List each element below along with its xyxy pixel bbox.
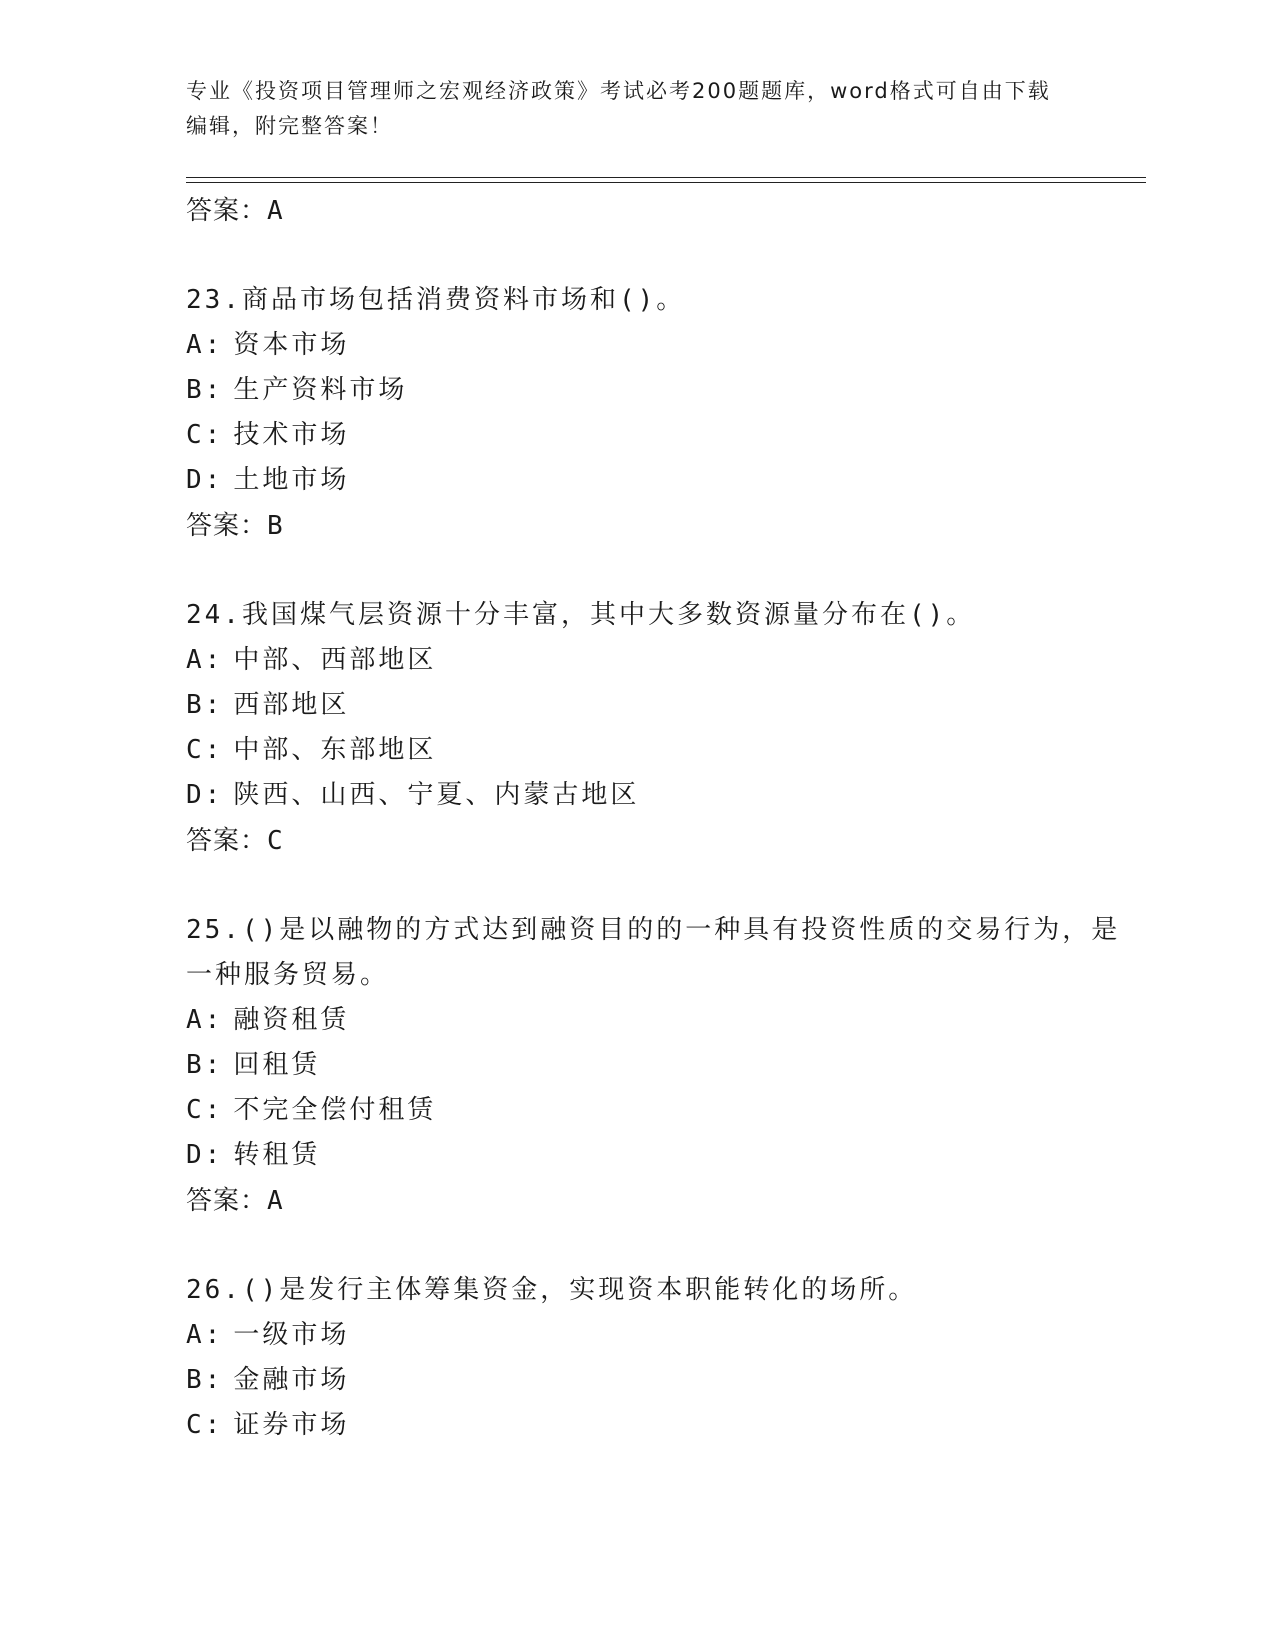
option-b: [186, 1043, 1146, 1088]
question-list: [186, 188, 1146, 1448]
answer-line: [186, 1178, 1146, 1224]
option-label: B:: [186, 690, 224, 720]
option-d: [186, 1133, 1146, 1178]
option-label: C:: [186, 420, 224, 450]
option-label: A:: [186, 645, 224, 675]
option-c: [186, 728, 1146, 773]
option-label: C:: [186, 1095, 224, 1125]
answer-line: [186, 188, 1146, 234]
answer-label: 答案：: [186, 826, 268, 856]
answer-label: 答案：: [186, 511, 268, 541]
option-a: [186, 638, 1146, 683]
option-text: 生产资料市场: [233, 375, 408, 405]
option-label: A:: [186, 330, 224, 360]
option-b: [186, 683, 1146, 728]
option-text: 中部、东部地区: [233, 735, 437, 765]
option-text: 不完全偿付租赁: [233, 1095, 437, 1125]
option-text: 回租赁: [233, 1050, 321, 1080]
answer-value: B: [267, 511, 284, 541]
option-c: [186, 413, 1146, 458]
answer-value: A: [267, 1186, 284, 1216]
option-text: 土地市场: [233, 465, 350, 495]
document-header: 专业《投资项目管理师之宏观经济政策》考试必考200题题库，word格式可自由下载编辑，附完整答案！: [186, 79, 1051, 138]
answer-line: [186, 503, 1146, 549]
answer-label: 答案：: [186, 1186, 268, 1216]
answer-label: 答案：: [186, 196, 268, 226]
option-text: 西部地区: [233, 690, 350, 720]
option-label: B:: [186, 375, 224, 405]
option-a: [186, 323, 1146, 368]
option-text: 陕西、山西、宁夏、内蒙古地区: [233, 780, 640, 810]
question-26: 26.()是发行主体筹集资金，实现资本职能转化的场所。: [186, 1275, 918, 1305]
answer-value: A: [267, 196, 284, 226]
option-b: [186, 1358, 1146, 1403]
option-a: [186, 998, 1146, 1043]
header-rule-top: [186, 177, 1146, 178]
option-text: 一级市场: [233, 1320, 350, 1350]
option-c: [186, 1088, 1146, 1133]
option-d: [186, 773, 1146, 818]
option-label: D:: [186, 1140, 224, 1170]
option-label: B:: [186, 1050, 224, 1080]
answer-value: C: [267, 826, 284, 856]
option-a: [186, 1313, 1146, 1358]
option-text: 证券市场: [233, 1410, 350, 1440]
option-text: 技术市场: [233, 420, 350, 450]
option-label: C:: [186, 735, 224, 765]
option-label: A:: [186, 1005, 224, 1035]
option-label: A:: [186, 1320, 224, 1350]
option-c: [186, 1403, 1146, 1448]
header-rule-bottom: [186, 182, 1146, 183]
option-label: B:: [186, 1365, 224, 1395]
question-25: 25.()是以融物的方式达到融资目的的一种具有投资性质的交易行为，是一种服务贸易。: [186, 915, 1121, 990]
option-d: [186, 458, 1146, 503]
option-text: 融资租赁: [233, 1005, 350, 1035]
option-label: D:: [186, 780, 224, 810]
option-b: [186, 368, 1146, 413]
option-label: C:: [186, 1410, 224, 1440]
option-text: 金融市场: [233, 1365, 350, 1395]
question-24: 24.我国煤气层资源十分丰富，其中大多数资源量分布在()。: [186, 600, 976, 630]
question-23: 23.商品市场包括消费资料市场和()。: [186, 285, 686, 315]
answer-line: [186, 818, 1146, 864]
option-label: D:: [186, 465, 224, 495]
option-text: 转租赁: [233, 1140, 321, 1170]
option-text: 中部、西部地区: [233, 645, 437, 675]
option-text: 资本市场: [233, 330, 350, 360]
